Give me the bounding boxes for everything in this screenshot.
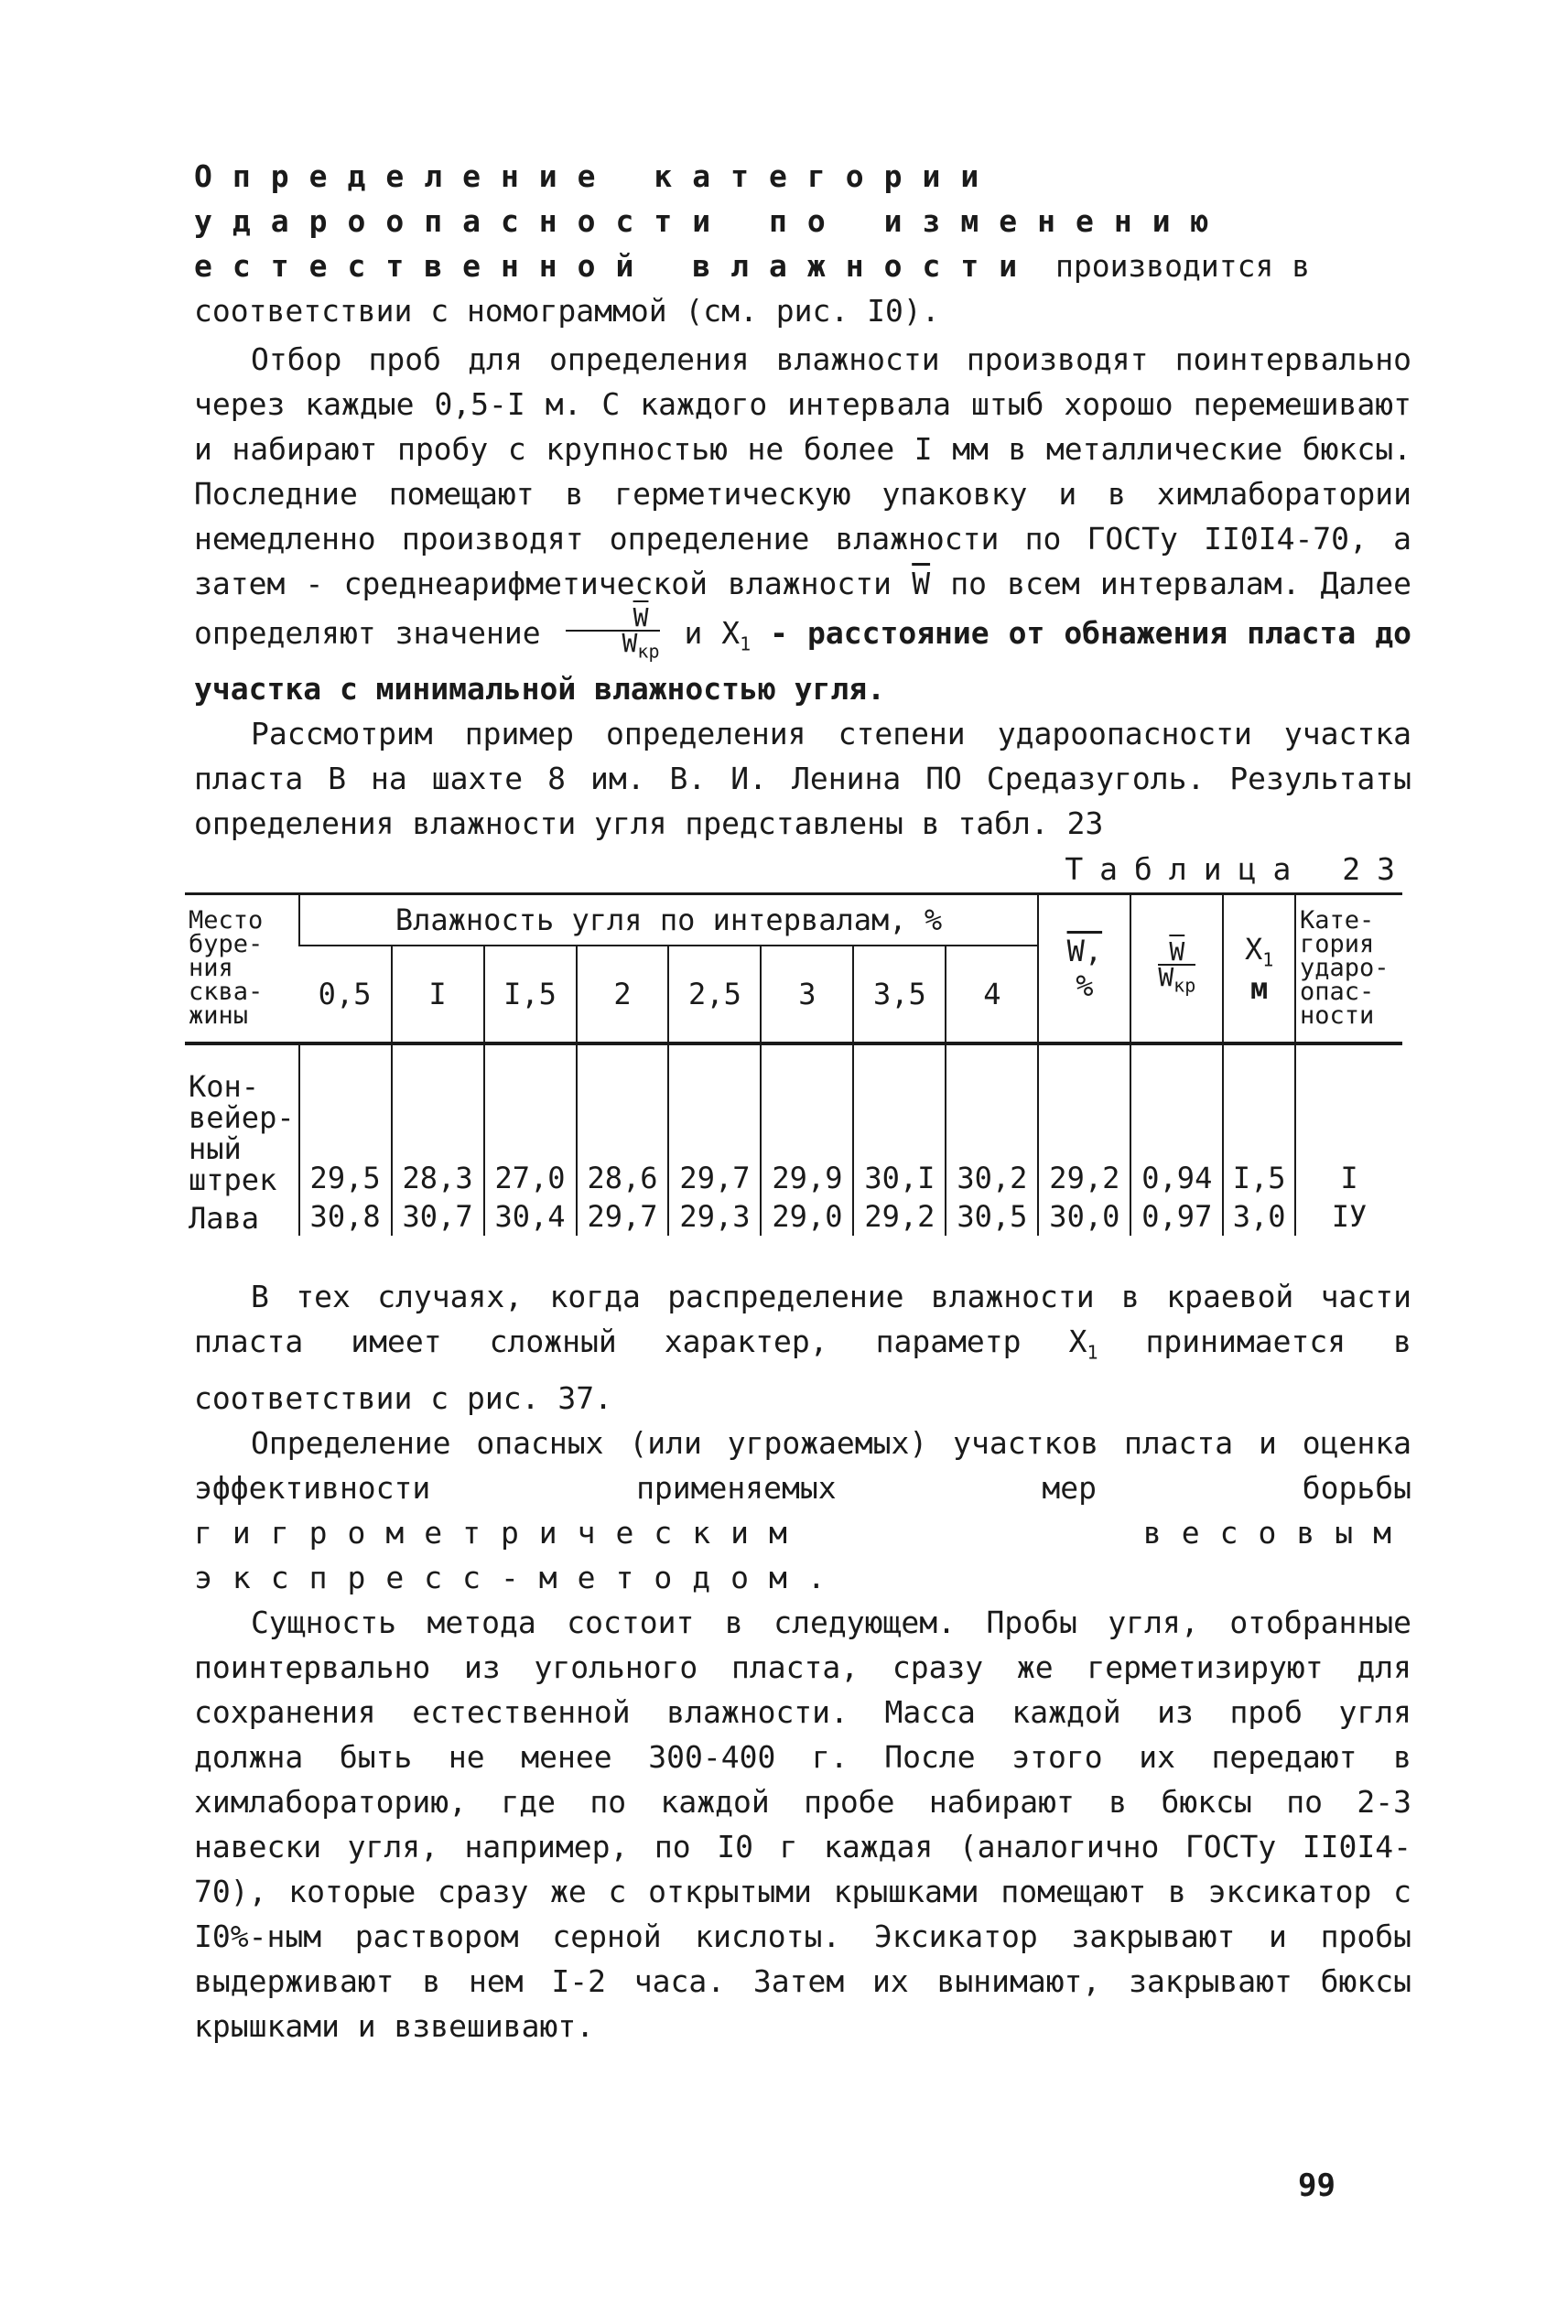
fraction-den-symbol: W xyxy=(622,628,638,658)
header-w-average xyxy=(1038,894,1130,1044)
interval-header: I xyxy=(392,946,484,1043)
page-content xyxy=(189,154,1411,2048)
x-subscript: 1 xyxy=(1087,1341,1098,1364)
header-x1 xyxy=(1223,894,1295,1044)
interval-header: I,5 xyxy=(484,946,577,1043)
paragraph-2-part2: по всем интервалам. Далее определяют значение xyxy=(194,566,1411,651)
cell-value: 30,I xyxy=(853,1043,946,1197)
paragraph-4 xyxy=(194,1274,1411,1421)
paragraph-4-part2: принимается в соответствии с рис. 37. xyxy=(194,1324,1411,1416)
cell-value: 30,8 xyxy=(299,1197,392,1236)
fraction-numerator: $\overline{W}$ xyxy=(566,606,660,632)
cell-value: 29,7 xyxy=(668,1043,761,1197)
header-ratio-den-subscript: кр xyxy=(1173,974,1196,997)
cell-value: 29,7 xyxy=(577,1197,669,1236)
header-moisture-group: Влажность угля по интервалам, % xyxy=(299,894,1039,946)
cell-x1: I,5 xyxy=(1223,1043,1295,1197)
header-x1-unit: м xyxy=(1250,970,1269,1006)
header-ratio-denominator xyxy=(1158,962,1196,998)
row-place: Лава xyxy=(189,1201,260,1237)
interval-header: 4 xyxy=(946,946,1038,1043)
row-place: Кон- вейер- ный штрек xyxy=(189,1069,295,1198)
cell-value: 28,3 xyxy=(392,1043,484,1197)
spaced-method-name: гигрометрическим весовым экспресс-методом. xyxy=(194,1514,1411,1595)
cell-value: 29,0 xyxy=(761,1197,853,1236)
cell-value: 27,0 xyxy=(484,1043,577,1197)
header-category: Кате- гория ударо- опас- ности xyxy=(1295,894,1402,1044)
header-ratio xyxy=(1130,894,1223,1044)
spaced-heading-text: Определение категории удароопасности по изменению естественной влажности xyxy=(194,158,1229,284)
interval-header: 3 xyxy=(761,946,853,1043)
cell-value: 30,4 xyxy=(484,1197,577,1236)
paragraph-1-rest: производится в соответствии с номограммой (см. рис. I0). xyxy=(194,248,1311,329)
interval-header: 2 xyxy=(577,946,669,1043)
page-number: 99 xyxy=(1298,2167,1336,2204)
interval-header: 2,5 xyxy=(668,946,761,1043)
table-row xyxy=(185,1197,1402,1236)
cell-value: 30,7 xyxy=(392,1197,484,1236)
cell-w-average: 30,0 xyxy=(1038,1197,1130,1236)
ratio-fraction xyxy=(566,602,660,664)
interval-header: 3,5 xyxy=(853,946,946,1043)
table-row xyxy=(185,1043,1402,1197)
cell-x1: 3,0 xyxy=(1223,1197,1295,1236)
w-average-symbol: $\overline{W}$ xyxy=(912,566,931,601)
moisture-table xyxy=(185,892,1402,1236)
table-caption: Таблица 23 xyxy=(1065,851,1411,888)
paragraph-6: Сущность метода состоит в следующем. Пробы угля, отобранные поинтервально из угольного пласта, сразу же герметизируют для сохранения естественной влажности. Масса каждой из проб угля должна быть не менее 300-400 г. После этого их передают в химлабораторию, где по каждой пробе набирают в бюксы по 2-3 навески угля, например, по I0 г каждая (аналогично ГОСТу II0I4-70), которые сразу же с открытыми крышками помещают в эксикатор с I0%-ным раствором серной кислоты. Эксикатор закрывают и пробы выдерживают в нем I-2 часа. Затем их вынимают, закрывают бюксы крышками и взвешивают. xyxy=(194,1604,1411,2044)
paragraph-2-part4: - расстояние от обнажения пласта до участка с минимальной влажностью угля. xyxy=(194,614,1411,708)
cell-ratio: 0,97 xyxy=(1130,1197,1223,1236)
paragraph-5 xyxy=(194,1421,1411,1600)
x-subscript: 1 xyxy=(740,632,752,655)
paragraph-2-part3: и X xyxy=(665,614,741,651)
header-ratio-den-symbol: W xyxy=(1158,962,1174,993)
cell-value: 29,5 xyxy=(299,1043,392,1197)
interval-header: 0,5 xyxy=(299,946,392,1043)
cell-category: IУ xyxy=(1295,1197,1402,1236)
header-ratio-fraction xyxy=(1158,936,1196,998)
cell-value: 30,5 xyxy=(946,1197,1038,1236)
cell-value: 29,2 xyxy=(853,1197,946,1236)
cell-w-average: 29,2 xyxy=(1038,1043,1130,1197)
header-w-average-symbol: W, xyxy=(1066,934,1103,969)
paragraph-5-part1: Определение опасных (или угрожаемых) участков пласта и оценка эффективности применяемых мер борьбы xyxy=(194,1424,1411,1506)
header-w-average-unit: % xyxy=(1076,968,1094,1004)
cell-category: I xyxy=(1295,1043,1402,1197)
header-place: Место буре- ния сква- жины xyxy=(185,894,299,1044)
cell-value: 28,6 xyxy=(577,1043,669,1197)
paragraph-1 xyxy=(194,154,1411,333)
cell-value: 30,2 xyxy=(946,1043,1038,1197)
fraction-den-subscript: кр xyxy=(637,640,660,663)
paragraph-4-part1: В тех случаях, когда распределение влажности в краевой части пласта имеет сложный характер, параметр X xyxy=(194,1279,1411,1360)
fraction-denominator xyxy=(566,628,660,664)
header-x1-subscript: 1 xyxy=(1262,948,1274,971)
cell-ratio: 0,94 xyxy=(1130,1043,1223,1197)
cell-value: 29,3 xyxy=(668,1197,761,1236)
cell-value: 29,9 xyxy=(761,1043,853,1197)
header-x1-symbol: X xyxy=(1244,932,1263,967)
paragraph-2 xyxy=(194,337,1411,711)
paragraph-3: Рассмотрим пример определения степени удароопасности участка пласта В на шахте 8 им. В. И. Ленина ПО Средазуголь. Результаты определения влажности угля представлены в табл. 23 xyxy=(194,716,1411,842)
paragraph-2-part1: Отбор проб для определения влажности производят поинтервально через каждые 0,5-I м. С каждого интервала штыб хорошо перемешивают и набирают пробу с крупностью не более I мм в металлические бюксы. Последние помещают в герметическую упаковку и в химлаборатории немедленно производят определение влажности по ГОСТу II0I4-70, а затем - среднеарифметической влажности xyxy=(194,341,1411,601)
header-ratio-numerator: $\overline{W}$ xyxy=(1158,940,1195,966)
